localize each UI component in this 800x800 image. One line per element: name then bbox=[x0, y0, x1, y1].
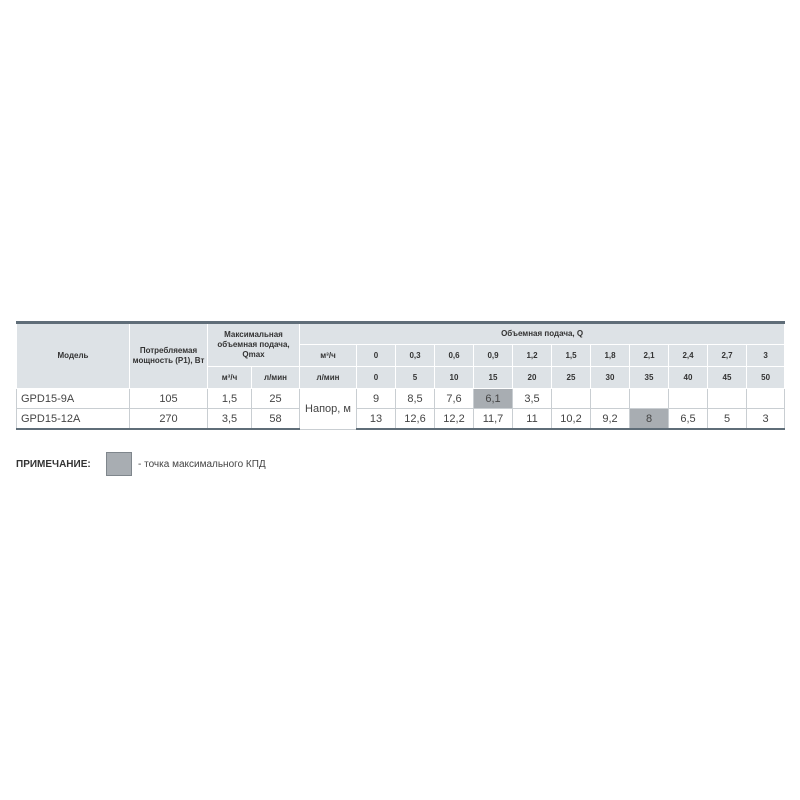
cell-qmax-m3h: 1,5 bbox=[208, 389, 252, 409]
header-flow-lmin-value: 40 bbox=[669, 367, 708, 389]
header-flow-m3h-value: 3 bbox=[747, 345, 785, 367]
cell-qmax-lmin: 25 bbox=[252, 389, 300, 409]
header-flow-lmin-value: 5 bbox=[396, 367, 435, 389]
cell-head-value: 8,5 bbox=[396, 389, 435, 409]
header-flow-m3h-value: 0,9 bbox=[474, 345, 513, 367]
header-qmax-unit-lmin: л/мин bbox=[252, 367, 300, 389]
note-label: ПРИМЕЧАНИЕ: bbox=[16, 458, 91, 470]
cell-head-value: 6,5 bbox=[669, 409, 708, 430]
header-qmax: Максимальная объемная подача, Qmax bbox=[208, 323, 300, 367]
cell-head-label: Напор, м bbox=[300, 389, 357, 430]
cell-qmax-lmin: 58 bbox=[252, 409, 300, 430]
header-flow-m3h-value: 0,6 bbox=[435, 345, 474, 367]
cell-power: 105 bbox=[130, 389, 208, 409]
cell-head-value: 12,2 bbox=[435, 409, 474, 430]
cell-head-value: 5 bbox=[708, 409, 747, 430]
cell-head-value: 9 bbox=[357, 389, 396, 409]
cell-head-value: 11 bbox=[513, 409, 552, 430]
cell-head-value: 10,2 bbox=[552, 409, 591, 430]
header-flow-m3h-value: 0 bbox=[357, 345, 396, 367]
cell-model: GPD15-12A bbox=[17, 409, 130, 430]
header-flow-lmin-value: 15 bbox=[474, 367, 513, 389]
note-text: - точка максимального КПД bbox=[138, 458, 266, 470]
header-flow-lmin-value: 30 bbox=[591, 367, 630, 389]
cell-power: 270 bbox=[130, 409, 208, 430]
header-flow-lmin-value: 45 bbox=[708, 367, 747, 389]
header-flow-m3h-value: 2,1 bbox=[630, 345, 669, 367]
cell-head-value: 12,6 bbox=[396, 409, 435, 430]
header-flow-m3h-value: 2,7 bbox=[708, 345, 747, 367]
header-flow-lmin-value: 35 bbox=[630, 367, 669, 389]
header-flow: Объемная подача, Q bbox=[300, 323, 785, 345]
cell-head-value: 7,6 bbox=[435, 389, 474, 409]
header-flow-m3h-value: 2,4 bbox=[669, 345, 708, 367]
header-flow-lmin-value: 0 bbox=[357, 367, 396, 389]
header-model: Модель bbox=[17, 323, 130, 389]
cell-head-value bbox=[552, 389, 591, 409]
cell-head-value: 3,5 bbox=[513, 389, 552, 409]
table-row bbox=[17, 409, 785, 430]
header-flow-lmin-value: 10 bbox=[435, 367, 474, 389]
cell-head-value: 8 bbox=[630, 409, 669, 430]
cell-qmax-m3h: 3,5 bbox=[208, 409, 252, 430]
legend-note bbox=[16, 452, 266, 476]
header-flow-m3h-value: 1,8 bbox=[591, 345, 630, 367]
cell-head-value bbox=[591, 389, 630, 409]
cell-head-value bbox=[630, 389, 669, 409]
header-flow-lmin-value: 25 bbox=[552, 367, 591, 389]
header-flow-lmin-value: 20 bbox=[513, 367, 552, 389]
cell-head-value: 6,1 bbox=[474, 389, 513, 409]
max-efficiency-swatch bbox=[106, 452, 132, 476]
header-qmax-unit-m3h: м³/ч bbox=[208, 367, 252, 389]
header-flow-m3h-value: 1,5 bbox=[552, 345, 591, 367]
cell-head-value bbox=[747, 389, 785, 409]
cell-head-value bbox=[669, 389, 708, 409]
table-row bbox=[17, 389, 785, 409]
cell-head-value bbox=[708, 389, 747, 409]
cell-model: GPD15-9A bbox=[17, 389, 130, 409]
header-flow-unit-m3h: м³/ч bbox=[300, 345, 357, 367]
header-flow-m3h-value: 0,3 bbox=[396, 345, 435, 367]
header-flow-m3h-value: 1,2 bbox=[513, 345, 552, 367]
cell-head-value: 13 bbox=[357, 409, 396, 430]
header-power: Потребляемая мощность (P1), Вт bbox=[130, 323, 208, 389]
header-flow-unit-lmin: л/мин bbox=[300, 367, 357, 389]
header-flow-lmin-value: 50 bbox=[747, 367, 785, 389]
cell-head-value: 3 bbox=[747, 409, 785, 430]
pump-spec-table bbox=[16, 321, 785, 430]
cell-head-value: 11,7 bbox=[474, 409, 513, 430]
cell-head-value: 9,2 bbox=[591, 409, 630, 430]
